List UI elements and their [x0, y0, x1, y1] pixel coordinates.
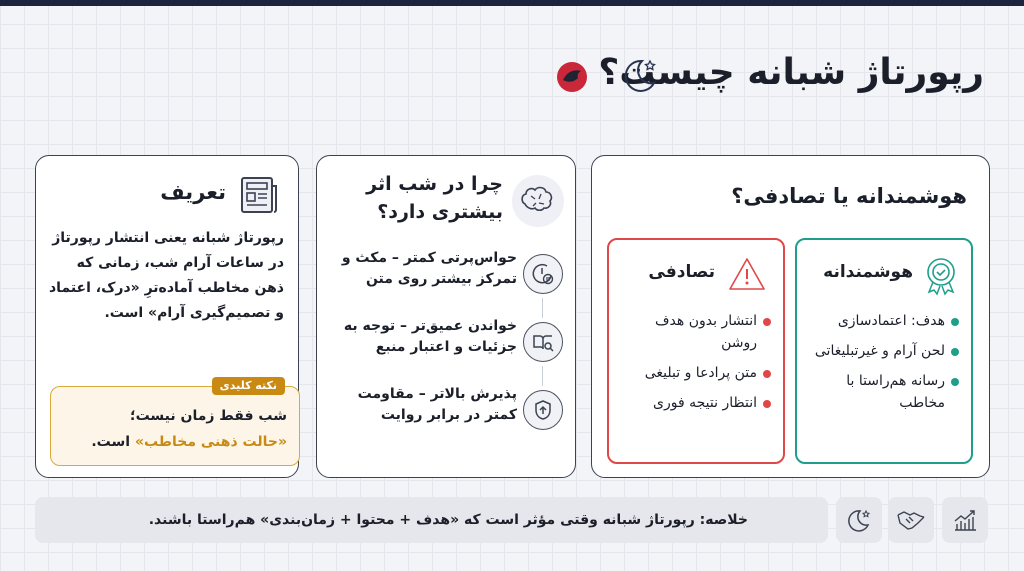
- key-note-box: [50, 379, 300, 466]
- key-note-end: است.: [91, 434, 135, 450]
- random-item: انتشار بدون هدف روشن: [615, 310, 773, 354]
- random-box: [607, 238, 785, 464]
- definition-card: [35, 155, 299, 478]
- summary-bar: [35, 497, 828, 543]
- connector-line: [542, 298, 543, 318]
- compare-heading: هوشمندانه یا تصادفی؟: [731, 184, 967, 208]
- top-bar: [0, 0, 1024, 6]
- key-note-tag: نکته کلیدی: [212, 377, 285, 395]
- badge-check-icon: [923, 256, 959, 296]
- book-search-icon: [523, 322, 563, 362]
- moon-star-icon: [620, 55, 660, 95]
- brain-icon: [511, 174, 565, 228]
- random-title: تصادفی: [648, 262, 715, 282]
- random-item: انتظار نتیجه فوری: [615, 392, 773, 414]
- clock-pause-icon: [523, 254, 563, 294]
- key-note-line1: شب فقط زمان نیست؛: [129, 408, 287, 424]
- smart-box: [795, 238, 973, 464]
- newspaper-icon: [238, 174, 280, 216]
- moon-star-icon: [836, 497, 882, 543]
- why-item: پذیرش بالاتر – مقاومت کمتر در برابر روایت: [357, 386, 517, 423]
- warning-icon: [727, 256, 767, 292]
- definition-text: رپورتاژ شبانه یعنی انتشار رپورتاژ در ساعات آرام شب، زمانی که ذهن مخاطب آماده‌ترِ «درک، اعتماد و تصمیم‌گیری آرام» است.: [49, 230, 284, 321]
- key-note-highlight: «حالت ذهنی مخاطب»: [134, 434, 287, 450]
- handshake-icon: [888, 497, 934, 543]
- smart-item: هدف: اعتمادسازی: [803, 310, 961, 332]
- summary-text: خلاصه: رپورتاژ شبانه وقتی مؤثر است که «هدف + محتوا + زمان‌بندی» هم‌راستا باشند.: [148, 512, 748, 528]
- smart-title: هوشمندانه: [823, 262, 913, 282]
- why-heading: چرا در شب اثر بیشتری دارد؟: [366, 173, 503, 223]
- why-card: [316, 155, 576, 478]
- smart-item: لحن آرام و غیرتبلیغاتی: [803, 340, 961, 362]
- why-item: خواندن عمیق‌تر – توجه به جزئیات و اعتبار منبع: [343, 318, 517, 355]
- random-item: متن پرادعا و تبلیغی: [615, 362, 773, 384]
- why-item: حواس‌پرتی کمتر – مکث و تمرکز بیشتر روی متن: [341, 250, 517, 287]
- definition-heading: تعریف: [160, 180, 226, 204]
- shield-arrow-icon: [523, 390, 563, 430]
- smart-item: رسانه هم‌راستا با مخاطب: [803, 370, 961, 414]
- logo-bird-icon: [555, 60, 589, 94]
- growth-chart-icon: [942, 497, 988, 543]
- page-title: رپورتاژ شبانه چیست؟: [598, 52, 984, 93]
- connector-line: [542, 366, 543, 386]
- compare-card: [591, 155, 990, 478]
